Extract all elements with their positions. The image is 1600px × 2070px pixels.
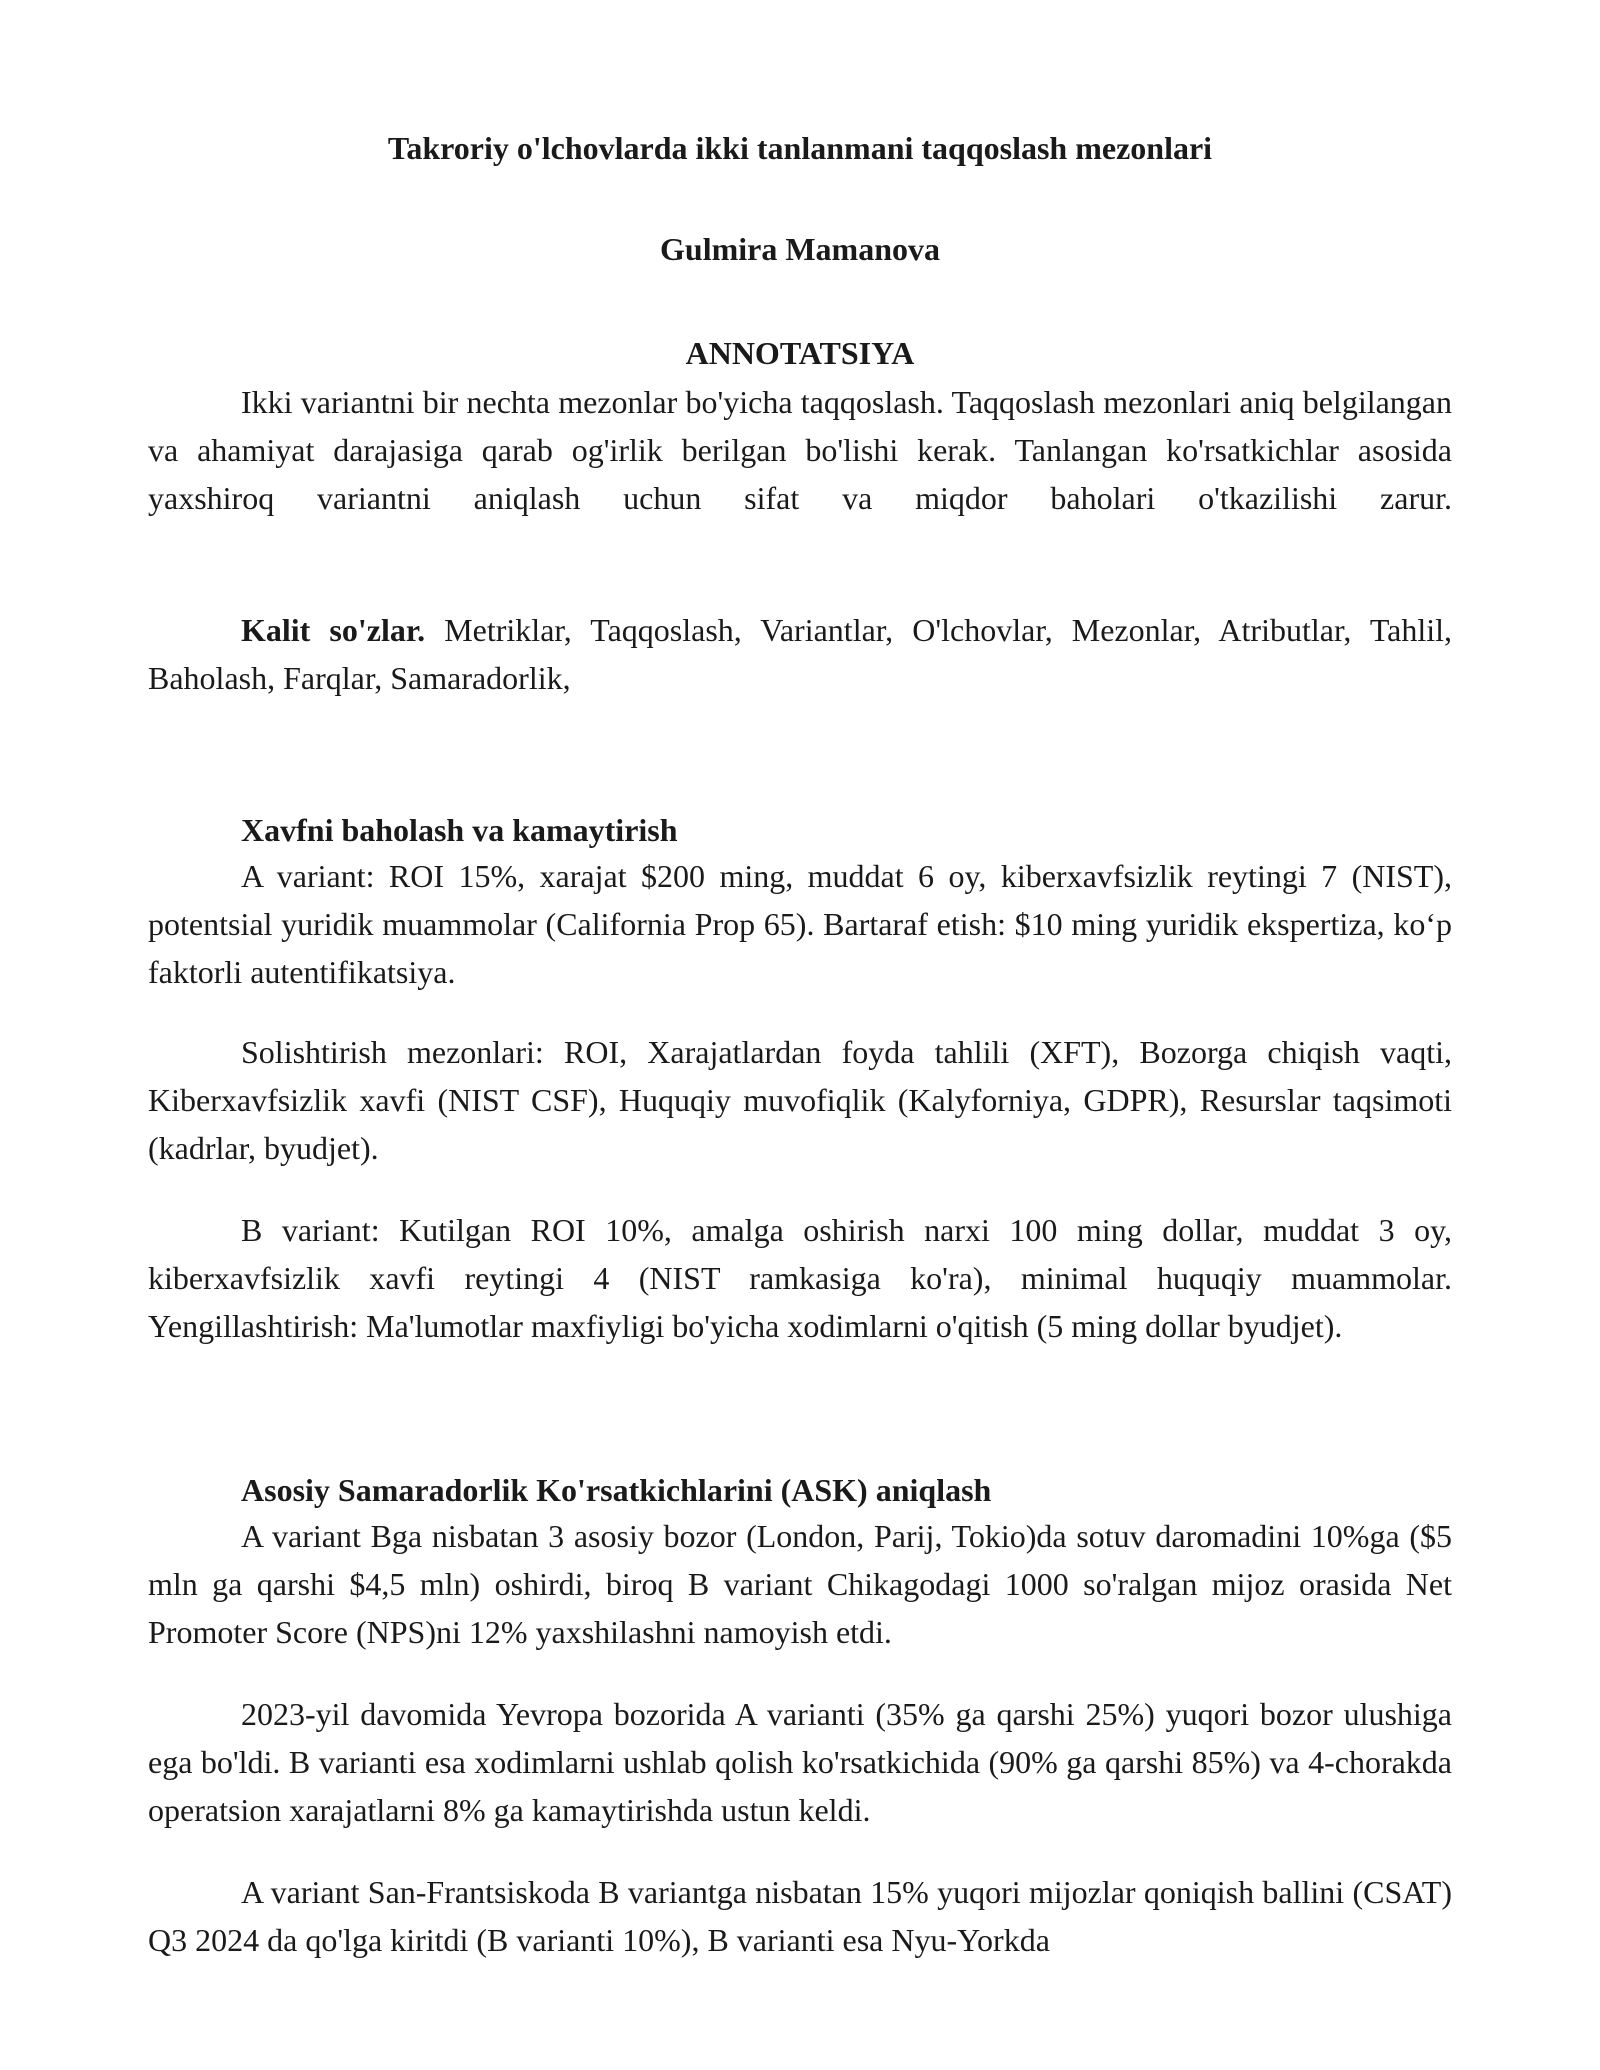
annotation-text: Ikki variantni bir nechta mezonlar bo'yicha taqqoslash. Taqqoslash mezonlari aniq belgilangan va ahamiyat darajasiga qarab og'irlik berilgan bo'lishi kerak. Tanlangan ko'rsatkichlar asosida yaxshiroq variantni aniqlash uchun sifat va miqdor baholari o'tkazilishi zarur. xyxy=(148,384,1452,516)
section2-paragraph: A variant San-Frantsiskoda B variantga nisbatan 15% yuqori mijozlar qoniqish ballini (CSAT) Q3 2024 da qo'lga kiritdi (B varianti 10%), B varianti esa Nyu-Yorkda xyxy=(148,1874,1452,1958)
section1-paragraph: Solishtirish mezonlari: ROI, Xarajatlardan foyda tahlili (XFT), Bozorga chiqish vaqti, Kiberxavfsizlik xavfi (NIST CSF), Huquqiy muvofiqlik (Kalyforniya, GDPR), Resurslar taqsimoti (kadrlar, byudjet). xyxy=(148,1034,1452,1166)
author-name: Gulmira Mamanova xyxy=(660,231,940,267)
keywords-text: Metriklar, Taqqoslash, Variantlar, O'lchovlar, Mezonlar, Atributlar, Tahlil, Baholash, Farqlar, Samaradorlik, xyxy=(148,612,1453,696)
section-heading-kpi: Asosiy Samaradorlik Ko'rsatkichlarini (ASK) aniqlash xyxy=(241,1472,992,1508)
section2-paragraph: A variant Bga nisbatan 3 asosiy bozor (London, Parij, Tokio)da sotuv daromadini 10%ga ($5 mln ga qarshi $4,5 mln) oshirdi, biroq B variant Chikagodagi 1000 so'ralgan mijoz orasida Net Promoter Score (NPS)ni 12% yaxshilashni namoyish etdi. xyxy=(148,1518,1452,1650)
section2-paragraph: 2023-yil davomida Yevropa bozorida A varianti (35% ga qarshi 25%) yuqori bozor ulushiga ega bo'ldi. B varianti esa xodimlarni ushlab qolish ko'rsatkichida (90% ga qarshi 85%) va 4-chorakda operatsion xarajatlarni 8% ga kamaytirishda ustun keldi. xyxy=(148,1696,1452,1828)
annotation-heading: ANNOTATSIYA xyxy=(685,335,915,371)
section1-paragraph: B variant: Kutilgan ROI 10%, amalga oshirish narxi 100 ming dollar, muddat 3 oy, kiberxavfsizlik xavfi reytingi 4 (NIST ramkasiga ko'ra), minimal huquqiy muammolar. Yengillashtirish: Ma'lumotlar maxfiyligi bo'yicha xodimlarni o'qitish (5 ming dollar byudjet). xyxy=(148,1212,1452,1344)
paper-title: Takroriy o'lchovlarda ikki tanlanmani taqqoslash mezonlari xyxy=(387,130,1213,166)
keywords-paragraph xyxy=(148,606,1452,702)
section1-paragraph: A variant: ROI 15%, xarajat $200 ming, muddat 6 oy, kiberxavfsizlik reytingi 7 (NIST), potentsial yuridik muammolar (California Prop 65). Bartaraf etish: $10 ming yuridik ekspertiza, ko‘p faktorli autentifikatsiya. xyxy=(148,858,1452,990)
section-heading-risk: Xavfni baholash va kamaytirish xyxy=(241,812,678,848)
keywords-label: Kalit so'zlar. xyxy=(241,612,426,648)
